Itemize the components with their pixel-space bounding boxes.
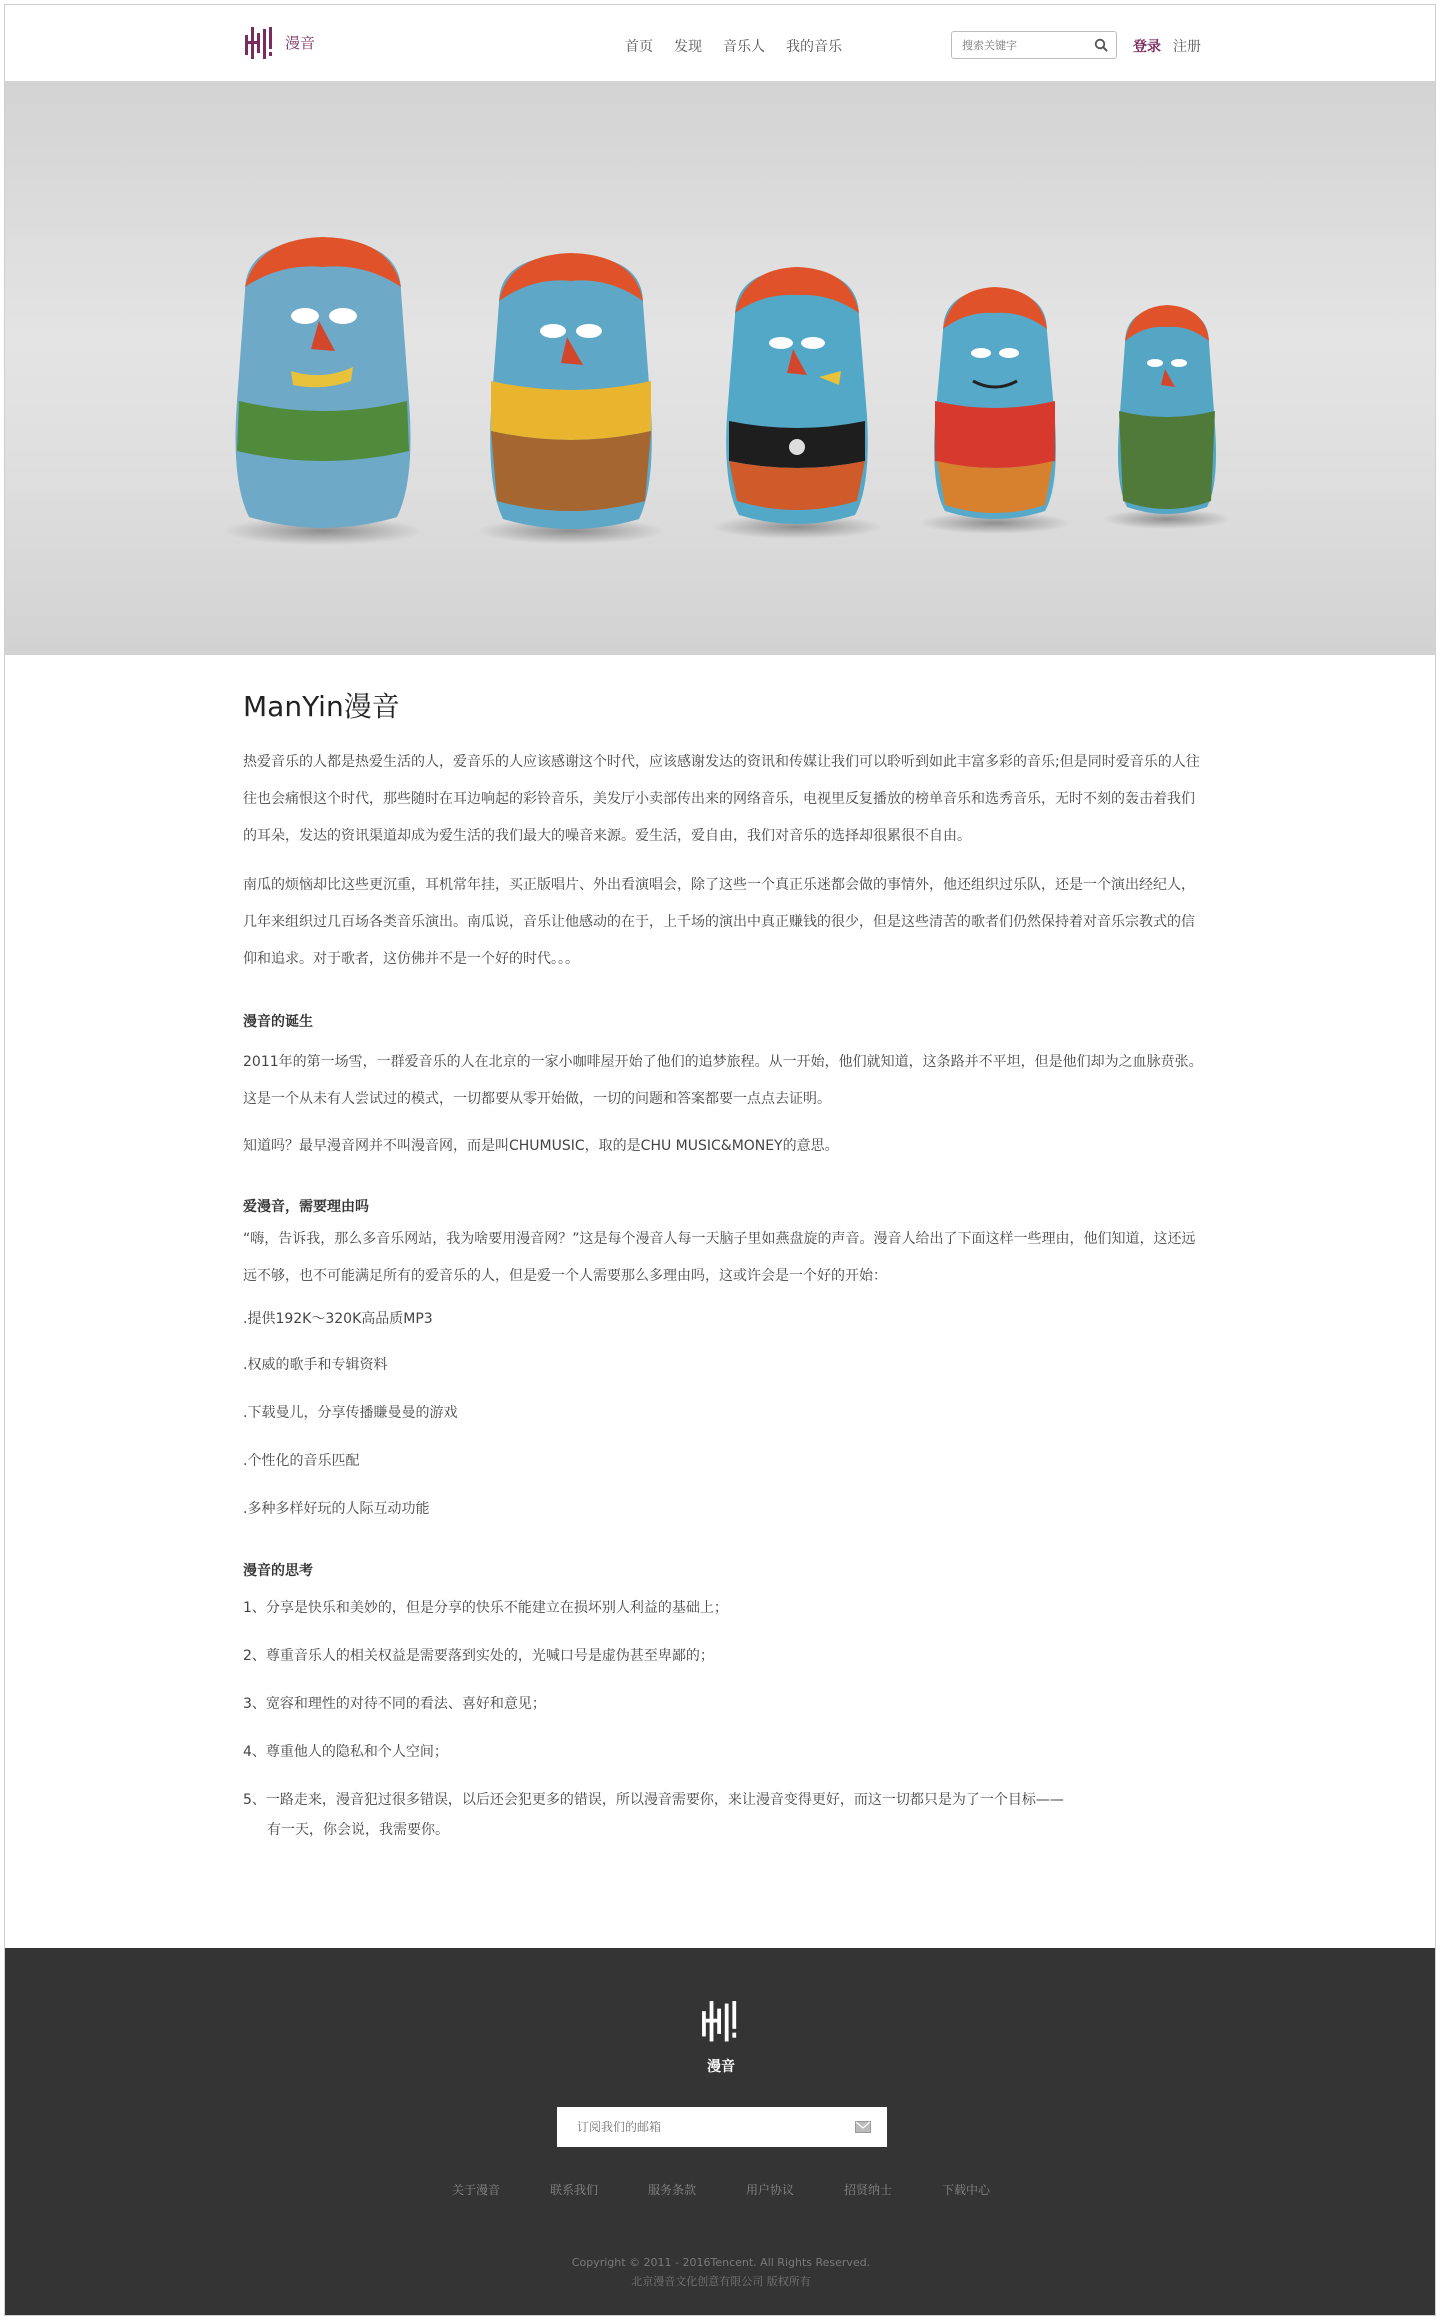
register-link[interactable]: 注册 (1173, 39, 1201, 55)
nav-discover[interactable]: 发现 (674, 39, 702, 55)
intro-paragraph-2: 南瓜的烦恼却比这些更沉重，耳机常年挂，买正版唱片、外出看演唱会，除了这些一个真正乐迷都会做的事情外，他还组织过乐队，还是一个演出经纪人，几年来组织过几百场各类音乐演出。南瓜说，音乐让他感动的在于，上千场的演出中真正赚钱的很少，但是这些清苦的歌者们仍然保持着对音乐宗教式的信仰和追求。对于歌者，这仿佛并不是一个好的时代。。。 (243, 877, 1195, 967)
list-item: 3、宽容和理性的对待不同的看法、喜好和意见； (243, 1696, 546, 1712)
doll-3 (711, 267, 883, 539)
copyright-line: Copyright © 2011 - 2016Tencent. All Rights Reserved. (571, 2256, 871, 2269)
subscribe-email-input[interactable] (575, 2119, 839, 2135)
list-item: .权威的歌手和专辑资料 (243, 1357, 388, 1373)
list-item: .提供192K～320K高品质MP3 (243, 1311, 433, 1327)
nav-my-music[interactable]: 我的音乐 (786, 39, 842, 55)
subscribe-box (557, 2107, 887, 2147)
brand-name: 漫音 (285, 33, 316, 52)
list-item: .个性化的音乐匹配 (243, 1453, 360, 1469)
footer-link-user-agreement[interactable]: 用户协议 (746, 2183, 795, 2197)
hero-banner (5, 81, 1436, 655)
reasons-list (243, 1297, 1205, 1533)
page-frame (4, 4, 1436, 2316)
brand-logo[interactable] (243, 23, 315, 61)
reasons-paragraph: “嗨，告诉我，那么多音乐网站，我为啥要用漫音网？”这是每个漫音人每一天脑子里如燕盘旋的声音。漫音人给出了下面这样一些理由，他们知道，这还远远不够，也不可能满足所有的爱音乐的人，但是爱一个人需要那么多理由吗，这或许会是一个好的开始： (243, 1231, 1196, 1284)
intro-paragraph-1: 热爱音乐的人都是热爱生活的人，爱音乐的人应该感谢这个时代，应该感谢发达的资讯和传媒让我们可以聆听到如此丰富多彩的音乐;但是同时爱音乐的人往往也会痛恨这个时代，那些随时在耳边响起的彩铃音乐，美发厅小卖部传出来的网络音乐，电视里反复播放的榜单音乐和选秀音乐，无时不刻的轰击着我们的耳朵，发达的资讯渠道却成为爱生活的我们最大的噪音来源。爱生活，爱自由，我们对音乐的选择却很累很不自由。 (243, 754, 1200, 844)
footer-link-about[interactable]: 关于漫音 (451, 2183, 500, 2197)
list-item: .多种多样好玩的人际互动功能 (243, 1501, 430, 1517)
thoughts-list (243, 1593, 1205, 1845)
section-heading-birth: 漫音的诞生 (243, 1014, 313, 1030)
doll-5 (1103, 305, 1231, 529)
search-box (951, 31, 1117, 59)
list-item: .下载曼儿，分享传播賺曼曼的游戏 (243, 1405, 458, 1421)
footer-link-terms[interactable]: 服务条款 (647, 2183, 696, 2197)
footer-link-contact[interactable]: 联系我们 (549, 2183, 598, 2197)
nav-musicians[interactable]: 音乐人 (723, 39, 765, 55)
section-heading-reasons: 爱漫音，需要理由吗 (243, 1199, 369, 1215)
doll-2 (477, 253, 665, 544)
footer-links (5, 2181, 1436, 2198)
login-link[interactable]: 登录 (1133, 39, 1161, 55)
list-item-continuation (243, 1815, 1205, 1845)
mail-icon[interactable] (855, 2121, 871, 2133)
search-icon[interactable] (1094, 38, 1108, 52)
list-item: 1、分享是快乐和美妙的，但是分享的快乐不能建立在损坏别人利益的基础上； (243, 1600, 728, 1616)
hero-image-nesting-dolls (5, 81, 1436, 655)
search-input[interactable] (960, 38, 1092, 53)
article-title: ManYin漫音 (243, 690, 400, 723)
copyright (5, 2253, 1436, 2291)
site-footer (5, 1948, 1436, 2316)
birth-note: 知道吗？最早漫音网并不叫漫音网，而是叫CHUMUSIC，取的是CHU MUSIC&MONEY的意思。 (243, 1138, 839, 1154)
company-line: 北京漫音文化创意有限公司 版权所有 (631, 2275, 811, 2288)
article (243, 685, 1205, 1845)
footer-waveform-logo-icon[interactable] (697, 1996, 745, 2044)
waveform-logo-icon (243, 23, 277, 61)
footer-link-careers[interactable]: 招贤纳士 (844, 2183, 893, 2197)
doll-4 (919, 287, 1071, 534)
continuation-text: 有一天，你会说，我需要你。 (267, 1822, 449, 1838)
section-heading-thoughts: 漫音的思考 (243, 1563, 313, 1579)
list-item: 4、尊重他人的隐私和个人空间； (243, 1744, 448, 1760)
doll-1 (223, 237, 423, 545)
footer-link-downloads[interactable]: 下载中心 (942, 2183, 991, 2197)
birth-paragraph: 2011年的第一场雪，一群爱音乐的人在北京的一家小咖啡屋开始了他们的追梦旅程。从一开始，他们就知道，这条路并不平坦，但是他们却为之血脉贲张。这是一个从未有人尝试过的模式，一切都要从零开始做，一切的问题和答案都要一点点去证明。 (243, 1054, 1203, 1107)
site-header (5, 5, 1435, 82)
nav-home[interactable]: 首页 (625, 39, 653, 55)
main-nav (625, 36, 842, 56)
list-item: 2、尊重音乐人的相关权益是需要落到实处的，光喊口号是虚伪甚至卑鄙的； (243, 1648, 714, 1664)
list-item: 5、一路走来，漫音犯过很多错误，以后还会犯更多的错误，所以漫音需要你，来让漫音变得更好，而这一切都只是为了一个目标—— (243, 1792, 1064, 1808)
footer-brand-name: 漫音 (707, 2059, 735, 2075)
